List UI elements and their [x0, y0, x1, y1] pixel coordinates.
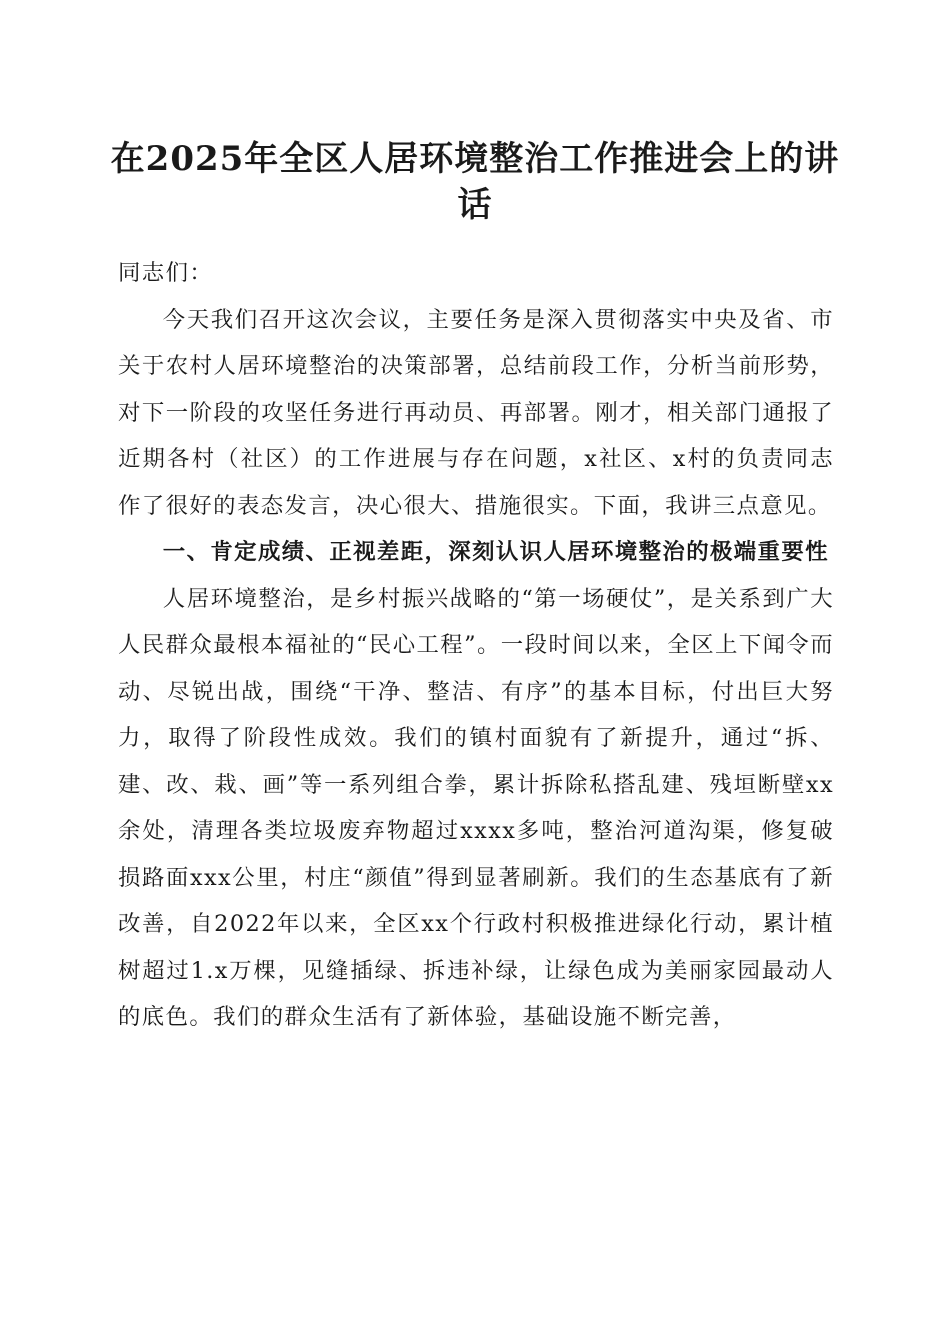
document-body — [118, 250, 834, 1041]
intro-paragraph: 今天我们召开这次会议，主要任务是深入贯彻落实中央及省、市关于农村人居环境整治的决策部署，总结前段工作，分析当前形势，对下一阶段的攻坚任务进行再动员、再部署。刚才，相关部门通报了近期各村（社区）的工作进展与存在问题，x社区、x村的负责同志作了很好的表态发言，决心很大、措施很实。下面，我讲三点意见。 — [118, 306, 834, 519]
document-title: 在2025年全区人居环境整治工作推进会上的讲话 — [110, 139, 840, 225]
salutation: 同志们： — [118, 260, 214, 286]
section-paragraph: 人居环境整治，是乡村振兴战略的“第一场硬仗”，是关系到广大人民群众最根本福祉的“民心工程”。一段时间以来，全区上下闻令而动、尽锐出战，围绕“干净、整洁、有序”的基本目标，付出巨大努力，取得了阶段性成效。我们的镇村面貌有了新提升，通过“拆、建、改、栽、画”等一系列组合拳，累计拆除私搭乱建、残垣断壁xx余处，清理各类垃圾废弃物超过xxxx多吨，整治河道沟渠，修复破损路面xxx公里，村庄“颜值”得到显著刷新。我们的生态基底有了新改善，自2022年以来，全区xx个行政村积极推进绿化行动，累计植树超过1.x万棵，见缝插绿、拆违补绿，让绿色成为美丽家园最动人的底色。我们的群众生活有了新体验，基础设施不断完善， — [118, 585, 834, 1030]
section-heading: 一、肯定成绩、正视差距，深刻认识人居环境整治的极端重要性 — [162, 539, 829, 565]
